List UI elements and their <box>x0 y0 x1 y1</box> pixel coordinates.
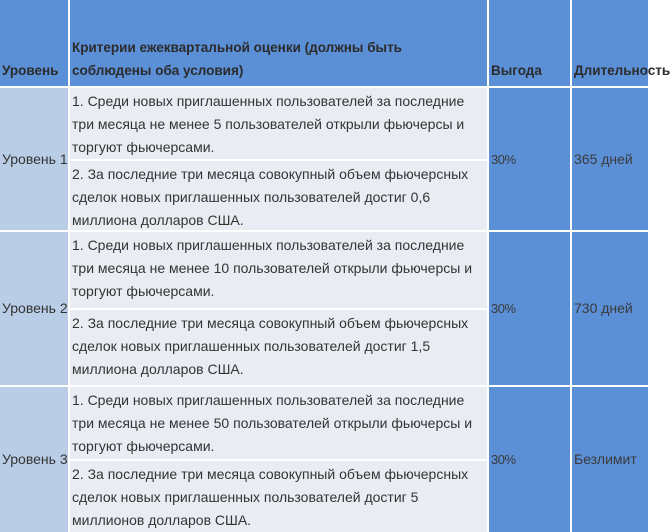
benefit-cell: 30% <box>489 86 572 230</box>
level-cell: Уровень 1 <box>0 86 70 230</box>
criterion-2: 2. За последние три месяца совокупный объем фьючерсных сделок новых приглашенных пользователей достиг 0,6 миллиона долларов США. <box>70 159 487 232</box>
duration-cell: 730 дней <box>572 230 648 385</box>
criteria-cell <box>70 385 489 532</box>
criterion-2: 2. За последние три месяца совокупный объем фьючерсных сделок новых приглашенных пользователей достиг 5 миллионов долларов США. <box>70 459 487 532</box>
criterion-1: 1. Среди новых приглашенных пользователей за последние три месяца не менее 5 пользователей открыли фьючерсы и торгуют фьючерсами. <box>72 93 465 155</box>
header-benefit: Выгода <box>489 0 572 86</box>
criteria-cell <box>70 230 489 385</box>
header-duration: Длительность <box>572 0 648 86</box>
level-cell: Уровень 3 <box>0 385 70 532</box>
criterion-2: 2. За последние три месяца совокупный объем фьючерсных сделок новых приглашенных пользователей достиг 1,5 миллиона долларов США. <box>70 308 487 386</box>
duration-cell: 365 дней <box>572 86 648 230</box>
header-criteria: Критерии ежеквартальной оценки (должны быть соблюдены оба условия) <box>70 0 489 86</box>
criterion-1: 1. Среди новых приглашенных пользователей за последние три месяца не менее 10 пользователей открыли фьючерсы и торгуют фьючерсами. <box>72 237 473 299</box>
criteria-cell <box>70 86 489 230</box>
benefit-cell: 30% <box>489 230 572 385</box>
level-cell: Уровень 2 <box>0 230 70 385</box>
header-level: Уровень <box>0 0 70 86</box>
benefit-cell: 30% <box>489 385 572 532</box>
criterion-1: 1. Среди новых приглашенных пользователей за последние три месяца не менее 50 пользователей открыли фьючерсы и торгуют фьючерсами. <box>72 392 473 454</box>
duration-cell: Безлимит <box>572 385 648 532</box>
